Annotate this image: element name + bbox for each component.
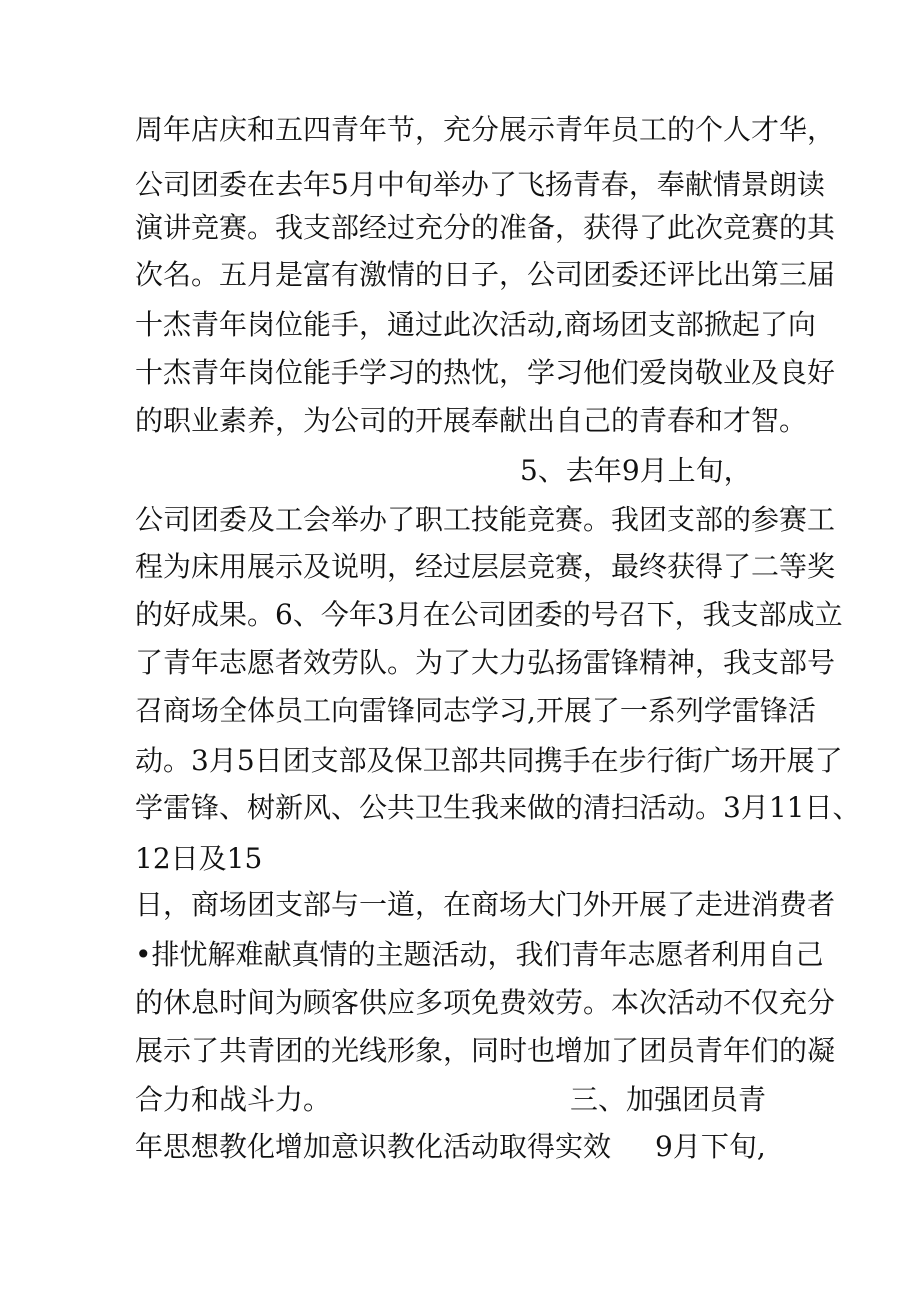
text-line: 了青年志愿者效劳队。为了大力弘扬雷锋精神，我支部号 [135, 646, 836, 679]
text-line: 的职业素养，为公司的开展奉献出自己的青春和才智。 [135, 404, 808, 437]
text-line: 学雷锋、树新风、公共卫生我来做的清扫活动。3月11日、 [135, 791, 861, 824]
text-line: 年思想教化增加意识教化活动取得实效 [135, 1130, 612, 1163]
text-line: 合力和战斗力。 [135, 1083, 332, 1116]
text-line: 召商场全体员工向雷锋同志学习,开展了一系列学雷锋活 [135, 694, 816, 727]
text-line: 十杰青年岗位能手，通过此次活动,商场团支部掀起了向 [135, 308, 816, 341]
text-line: 十杰青年岗位能手学习的热忱，学习他们爱岗敬业及良好 [135, 356, 836, 389]
text-line: 公司团委在去年5月中旬举办了飞扬青春，奉献情景朗读 [135, 168, 825, 201]
text-line: 的好成果。6、今年3月在公司团委的号召下，我支部成立 [135, 598, 843, 631]
text-line: 展示了共青团的光线形象，同时也增加了团员青年们的凝 [135, 1034, 836, 1067]
text-line: 动。3月5日团支部及保卫部共同携手在步行街广场开展了 [135, 744, 843, 777]
text-line: 公司团委及工会举办了职工技能竞赛。我团支部的参赛工 [135, 503, 836, 536]
text-line: 周年店庆和五四青年节，充分展示青年员工的个人才华， [135, 113, 836, 146]
text-line: 9月下旬, [655, 1130, 766, 1163]
text-line: 12日及15 [135, 842, 263, 875]
text-line: 演讲竞赛。我支部经过充分的准备，获得了此次竞赛的其 [135, 211, 836, 244]
text-line: 的休息时间为顾客供应多项免费效劳。本次活动不仅充分 [135, 986, 836, 1019]
text-line: 日，商场团支部与一道，在商场大门外开展了走进消费者 [135, 888, 836, 921]
text-line: 程为床用展示及说明，经过层层竞赛，最终获得了二等奖 [135, 550, 836, 583]
text-line: •排忧解难献真情的主题活动，我们青年志愿者利用自己 [135, 938, 824, 971]
section-item-number: 5、去年9月上旬， [520, 454, 752, 487]
text-line: 次名。五月是富有激情的日子，公司团委还评比出第三届 [135, 258, 836, 291]
section-heading: 三、加强团员青 [570, 1083, 767, 1116]
